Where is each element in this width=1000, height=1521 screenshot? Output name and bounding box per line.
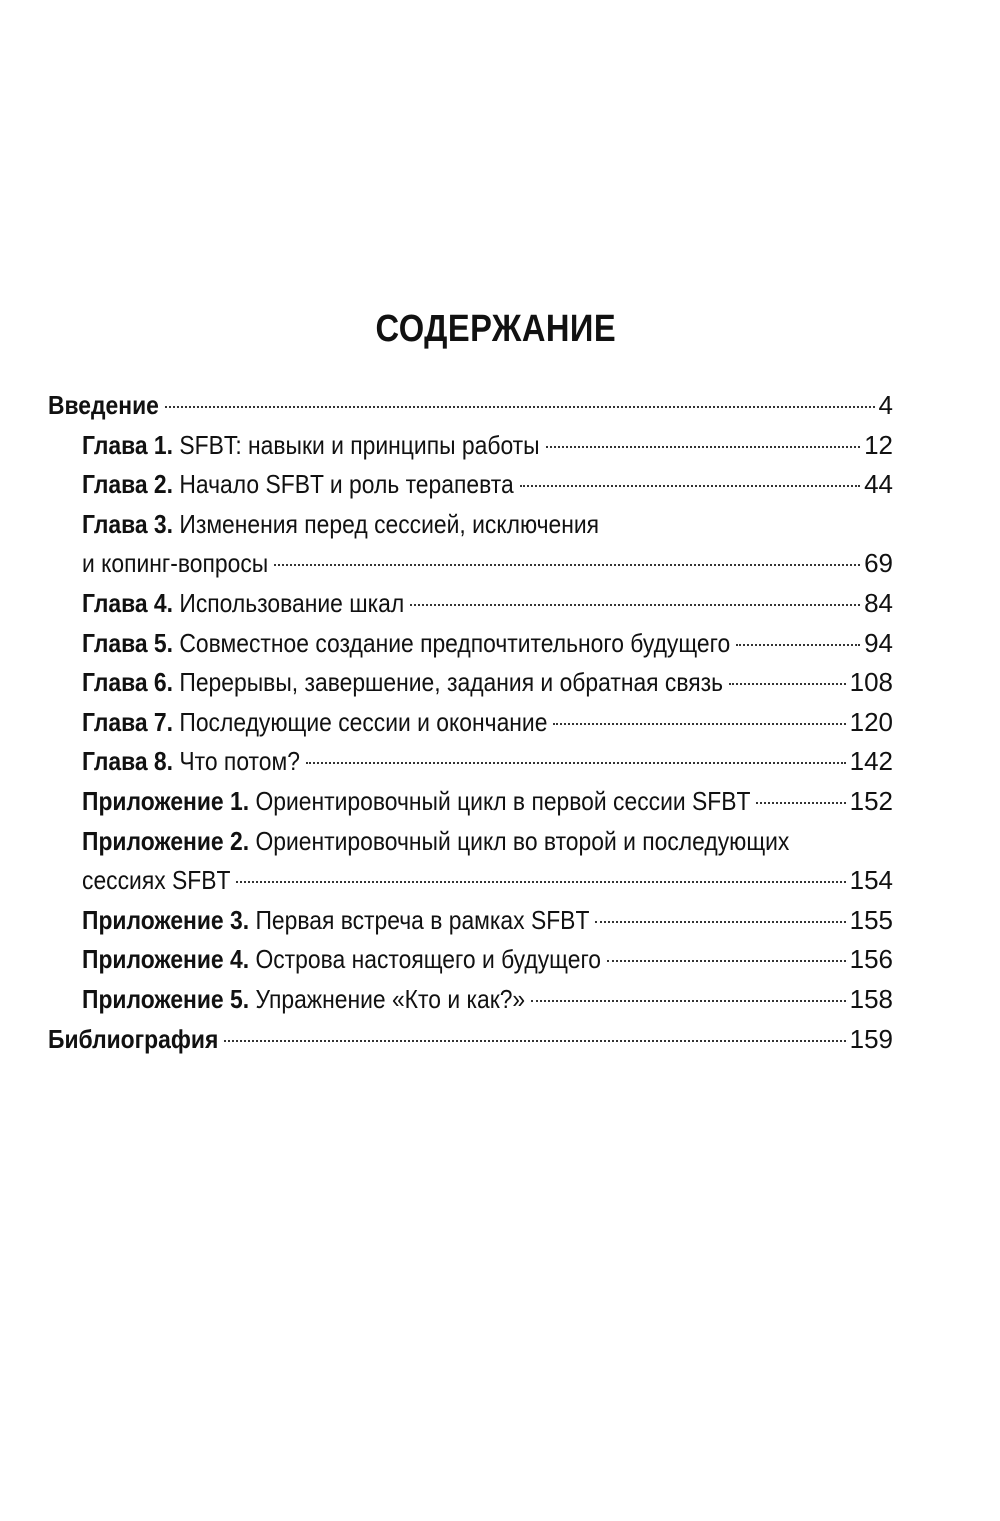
- page-title: СОДЕРЖАНИЕ: [375, 308, 617, 350]
- toc-entry-prefix: Введение: [48, 390, 159, 420]
- toc-entry-text: Последующие сессии и окончание: [173, 706, 548, 737]
- dot-leader: [736, 643, 860, 646]
- dot-leader: [546, 445, 860, 448]
- dot-leader: [531, 999, 846, 1002]
- toc-entry-label: [82, 861, 230, 901]
- dot-leader: [306, 761, 846, 764]
- toc-entry-prefix: Глава 8.: [82, 746, 174, 777]
- toc-entry-page: 84: [864, 587, 893, 618]
- dot-leader: [224, 1039, 845, 1042]
- toc-entry-label: [82, 901, 589, 941]
- toc-entry-appendix-1[interactable]: [48, 782, 893, 822]
- dot-leader: [756, 801, 845, 804]
- toc-entry-text: Перерывы, завершение, задания и обратная связь: [173, 667, 724, 698]
- toc-entry-label: [82, 940, 601, 980]
- toc-entry-appendix-2-continued[interactable]: [48, 861, 893, 901]
- dot-leader: [595, 920, 845, 923]
- toc-entry-text: Использование шкал: [173, 587, 405, 618]
- toc-entry-prefix: Глава 2.: [82, 469, 174, 500]
- toc-entry-prefix: Приложение 1.: [82, 785, 250, 816]
- toc-entry-page: 12: [864, 429, 893, 460]
- toc-entry-chapter-6[interactable]: [48, 663, 893, 703]
- toc-entry-text: Первая встреча в рамках SFBT: [249, 904, 590, 935]
- toc-entry-appendix-4[interactable]: [48, 940, 893, 980]
- toc-entry-page: 94: [864, 627, 893, 658]
- toc-entry-chapter-2[interactable]: [48, 465, 893, 505]
- toc-entry-chapter-7[interactable]: [48, 703, 893, 743]
- toc-entry-text: Совместное создание предпочтительного будущего: [173, 627, 731, 658]
- toc-entry-page: 155: [849, 904, 893, 935]
- toc-entry-appendix-3[interactable]: [48, 901, 893, 941]
- toc-entry-page: 120: [849, 706, 893, 737]
- toc-entry-text: сессиях SFBT: [82, 865, 231, 896]
- toc-entry-label: [82, 663, 723, 703]
- toc-entry-appendix-2[interactable]: [48, 822, 893, 862]
- toc-entry-label: [82, 782, 750, 822]
- toc-entry-prefix: Глава 4.: [82, 587, 174, 618]
- dot-leader: [553, 722, 845, 725]
- toc-entry-prefix: Приложение 5.: [82, 983, 250, 1014]
- toc-entry-page: 154: [849, 865, 893, 896]
- dot-leader: [520, 484, 860, 487]
- toc-entry-text: Начало SFBT и роль терапевта: [173, 469, 514, 500]
- toc-entry-page: 4: [878, 390, 893, 420]
- toc-entry-text: Ориентировочный цикл в первой сессии SFBT: [249, 785, 751, 816]
- toc-entry-prefix: Глава 5.: [82, 627, 174, 658]
- toc-entry-page: 108: [849, 667, 893, 698]
- toc-entry-introduction[interactable]: [48, 386, 893, 426]
- toc-entry-label: [82, 624, 730, 664]
- toc-entry-prefix: Глава 1.: [82, 429, 174, 460]
- toc-entry-prefix: Приложение 4.: [82, 944, 250, 975]
- toc-entry-label: [82, 584, 404, 624]
- toc-entry-label: [82, 742, 300, 782]
- toc-entry-label: [82, 465, 514, 505]
- toc-entry-label: [82, 980, 525, 1020]
- toc-entry-text: Острова настоящего и будущего: [249, 944, 602, 975]
- toc-entry-text: и копинг-вопросы: [82, 548, 269, 579]
- toc-entry-page: 159: [849, 1023, 893, 1054]
- toc-entry-prefix: Глава 3.: [82, 508, 174, 539]
- toc-entry-appendix-5[interactable]: [48, 980, 893, 1020]
- toc-entry-prefix: Приложение 2.: [82, 825, 250, 856]
- toc-entry-chapter-3-continued[interactable]: [48, 544, 893, 584]
- toc-entry-label: [82, 703, 547, 743]
- dot-leader: [410, 603, 860, 606]
- toc-entry-chapter-5[interactable]: [48, 624, 893, 664]
- dot-leader: [607, 959, 846, 962]
- toc-entry-chapter-4[interactable]: [48, 584, 893, 624]
- toc-entry-page: 69: [864, 548, 893, 579]
- toc-entry-prefix: Глава 7.: [82, 706, 174, 737]
- toc-entry-chapter-3[interactable]: [48, 505, 893, 545]
- toc-entry-text: SFBT: навыки и принципы работы: [173, 429, 540, 460]
- dot-leader: [165, 405, 875, 408]
- toc-entry-page: 158: [849, 983, 893, 1014]
- toc-entry-page: 156: [849, 944, 893, 975]
- toc-entry-prefix: Глава 6.: [82, 667, 174, 698]
- toc-entry-label: [48, 386, 159, 426]
- toc-entry-prefix: Приложение 3.: [82, 904, 250, 935]
- dot-leader: [274, 563, 860, 566]
- toc-entry-chapter-1[interactable]: [48, 426, 893, 466]
- toc-entry-label: [82, 544, 268, 584]
- toc-entry-label: [82, 822, 789, 862]
- toc-entry-page: 152: [849, 785, 893, 816]
- toc-entry-label: [48, 1020, 218, 1060]
- toc-entry-text: Что потом?: [173, 746, 300, 777]
- toc-entry-text: Упражнение «Кто и как?»: [249, 983, 526, 1014]
- toc-entry-text: Ориентировочный цикл во второй и последующих: [249, 825, 790, 856]
- dot-leader: [729, 682, 846, 685]
- toc-entry-chapter-8[interactable]: [48, 742, 893, 782]
- dot-leader: [236, 880, 845, 883]
- toc-entry-label: [82, 426, 540, 466]
- toc-entry-page: 44: [864, 469, 893, 500]
- toc-entry-prefix: Библиография: [48, 1023, 219, 1054]
- toc-entry-bibliography[interactable]: [48, 1020, 893, 1060]
- toc-entry-label: [82, 505, 599, 545]
- toc-entry-text: Изменения перед сессией, исключения: [173, 508, 600, 539]
- table-of-contents: [48, 386, 893, 1059]
- toc-entry-page: 142: [849, 746, 893, 777]
